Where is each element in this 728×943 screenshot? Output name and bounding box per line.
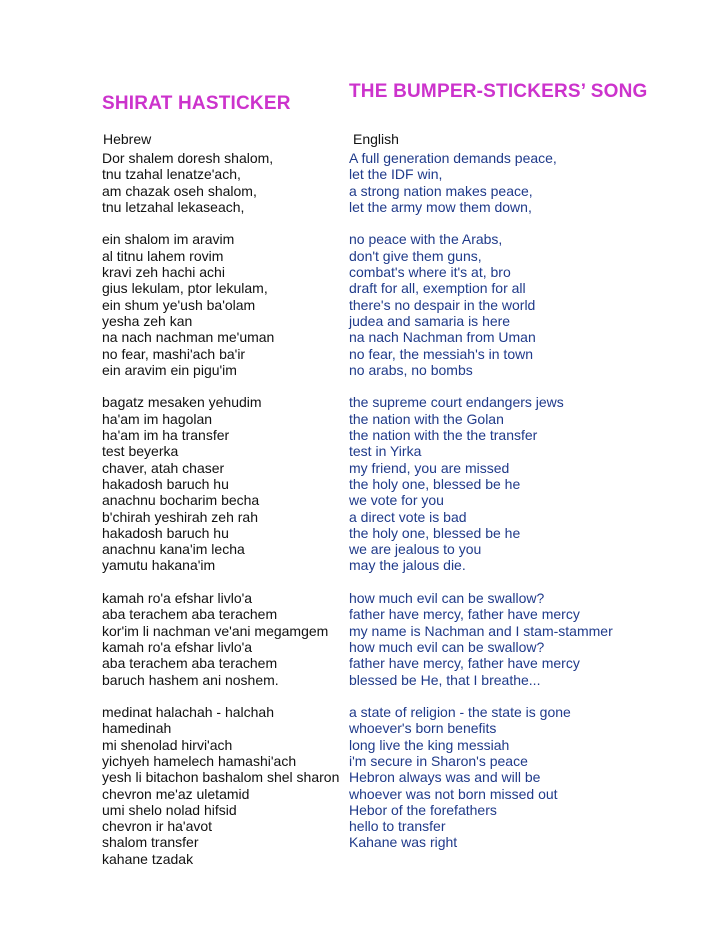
- english-lyric-line: hello to transfer: [349, 818, 446, 835]
- english-lyric-line: a direct vote is bad: [349, 508, 467, 525]
- english-lyric-line: my name is Nachman and I stam-stammer: [349, 622, 613, 639]
- hebrew-lyric-line: ein shalom im aravim: [102, 231, 235, 248]
- english-lyric-line: the nation with the Golan: [349, 410, 504, 427]
- title-english: THE BUMPER-STICKERS’ SONG: [349, 81, 648, 102]
- stanza-gap: [102, 688, 339, 704]
- hebrew-lyric-line: bagatz mesaken yehudim: [102, 394, 262, 411]
- hebrew-lyric-line: ha'am im hagolan: [102, 410, 213, 427]
- stanza-gap: [349, 378, 613, 394]
- english-lyric-line: we are jealous to you: [349, 541, 482, 558]
- english-lyric-line: long live the king messiah: [349, 736, 510, 753]
- english-lyric-line: the holy one, blessed be he: [349, 475, 521, 492]
- english-lyric-line: father have mercy, father have mercy: [349, 655, 580, 672]
- english-lyric-line: there's no despair in the world: [349, 296, 536, 313]
- hebrew-lyric-line: chevron me'az uletamid: [102, 785, 250, 802]
- hebrew-lyrics-column: [102, 150, 339, 867]
- english-lyric-line: no arabs, no bombs: [349, 361, 473, 378]
- hebrew-lyric-line: chaver, atah chaser: [102, 459, 225, 476]
- hebrew-lyric-line: am chazak oseh shalom,: [102, 182, 257, 199]
- hebrew-lyric-line: kamah ro'a efshar livlo'a: [102, 590, 253, 607]
- english-lyric-line: draft for all, exemption for all: [349, 280, 526, 297]
- hebrew-lyric-line: ein aravim ein pigu'im: [102, 361, 237, 378]
- english-lyric-line: combat's where it's at, bro: [349, 264, 511, 281]
- hebrew-lyric-line: aba terachem aba terachem: [102, 655, 278, 672]
- hebrew-lyric-line: aba terachem aba terachem: [102, 606, 278, 623]
- hebrew-lyric-line: kor'im li nachman ve'ani megamgem: [102, 622, 329, 639]
- english-lyric-line: A full generation demands peace,: [349, 150, 557, 166]
- english-lyric-line: no peace with the Arabs,: [349, 231, 503, 248]
- hebrew-lyric-line: yichyeh hamelech hamashi'ach: [102, 752, 297, 769]
- hebrew-lyric-line: hamedinah: [102, 720, 172, 737]
- english-lyric-line: let the army mow them down,: [349, 198, 532, 215]
- hebrew-lyric-line: hakadosh baruch hu: [102, 524, 229, 541]
- english-lyric-line: my friend, you are missed: [349, 459, 510, 476]
- hebrew-lyric-line: kahane tzadak: [102, 850, 194, 867]
- english-lyric-line: na nach Nachman from Uman: [349, 329, 536, 346]
- hebrew-lyric-line: yamutu hakana'im: [102, 557, 216, 574]
- english-lyric-line: test in Yirka: [349, 443, 422, 460]
- english-lyric-line: how much evil can be swallow?: [349, 590, 545, 607]
- english-lyric-line: no fear, the messiah's in town: [349, 345, 533, 362]
- hebrew-lyric-line: chevron ir ha'avot: [102, 818, 213, 835]
- hebrew-lyric-line: ein shum ye'ush ba'olam: [102, 296, 256, 313]
- hebrew-lyric-line: yesh li bitachon bashalom shel sharon: [102, 769, 340, 786]
- english-lyric-line: Kahane was right: [349, 834, 458, 851]
- hebrew-lyric-line: no fear, mashi'ach ba'ir: [102, 345, 246, 362]
- english-lyric-line: i'm secure in Sharon's peace: [349, 752, 528, 769]
- stanza-gap: [102, 215, 339, 231]
- english-lyric-line: Hebor of the forefathers: [349, 801, 497, 818]
- hebrew-lyric-line: gius lekulam, ptor lekulam,: [102, 280, 268, 297]
- english-lyric-line: the nation with the the transfer: [349, 427, 538, 444]
- english-lyric-line: judea and samaria is here: [349, 312, 511, 329]
- hebrew-lyric-line: kamah ro'a efshar livlo'a: [102, 638, 253, 655]
- hebrew-lyric-line: ha'am im ha transfer: [102, 427, 230, 444]
- stanza-gap: [102, 378, 339, 394]
- english-lyric-line: may the jalous die.: [349, 557, 466, 574]
- column-header-hebrew: Hebrew: [103, 131, 152, 147]
- english-lyric-line: the holy one, blessed be he: [349, 524, 521, 541]
- hebrew-lyric-line: tnu letzahal lekaseach,: [102, 198, 245, 215]
- stanza-gap: [349, 215, 613, 231]
- english-lyric-line: father have mercy, father have mercy: [349, 606, 580, 623]
- hebrew-lyric-line: al titnu lahem rovim: [102, 247, 224, 264]
- hebrew-lyric-line: kravi zeh hachi achi: [102, 264, 225, 281]
- hebrew-lyric-line: test beyerka: [102, 443, 179, 460]
- hebrew-lyric-line: shalom transfer: [102, 834, 199, 851]
- column-header-english: English: [353, 131, 399, 147]
- hebrew-lyric-line: tnu tzahal lenatze'ach,: [102, 166, 241, 183]
- hebrew-lyric-line: Dor shalem doresh shalom,: [102, 150, 274, 166]
- hebrew-lyric-line: na nach nachman me'uman: [102, 329, 275, 346]
- english-lyric-line: blessed be He, that I breathe...: [349, 671, 541, 688]
- hebrew-lyric-line: yesha zeh kan: [102, 312, 193, 329]
- english-lyric-line: a strong nation makes peace,: [349, 182, 533, 199]
- stanza-gap: [102, 574, 339, 590]
- hebrew-lyric-line: baruch hashem ani noshem.: [102, 671, 279, 688]
- english-lyric-line: how much evil can be swallow?: [349, 638, 545, 655]
- english-lyric-line: we vote for you: [349, 492, 444, 509]
- english-lyric-line: don't give them guns,: [349, 247, 482, 264]
- title-hebrew: SHIRAT HASTICKER: [102, 93, 291, 114]
- hebrew-lyric-line: b'chirah yeshirah zeh rah: [102, 508, 258, 525]
- english-lyric-line: the supreme court endangers jews: [349, 394, 564, 411]
- english-lyric-line: whoever was not born missed out: [349, 785, 558, 802]
- hebrew-lyric-line: anachnu bocharim becha: [102, 492, 260, 509]
- stanza-gap: [349, 574, 613, 590]
- english-lyric-line: Hebron always was and will be: [349, 769, 541, 786]
- hebrew-lyric-line: mi shenolad hirvi'ach: [102, 736, 233, 753]
- english-lyric-line: a state of religion - the state is gone: [349, 704, 571, 721]
- hebrew-lyric-line: medinat halachah - halchah: [102, 704, 275, 721]
- english-lyrics-column: [349, 150, 613, 851]
- stanza-gap: [349, 688, 613, 704]
- english-lyric-line: whoever's born benefits: [349, 720, 497, 737]
- hebrew-lyric-line: umi shelo nolad hifsid: [102, 801, 237, 818]
- hebrew-lyric-line: anachnu kana'im lecha: [102, 541, 245, 558]
- hebrew-lyric-line: hakadosh baruch hu: [102, 475, 229, 492]
- english-lyric-line: let the IDF win,: [349, 166, 443, 183]
